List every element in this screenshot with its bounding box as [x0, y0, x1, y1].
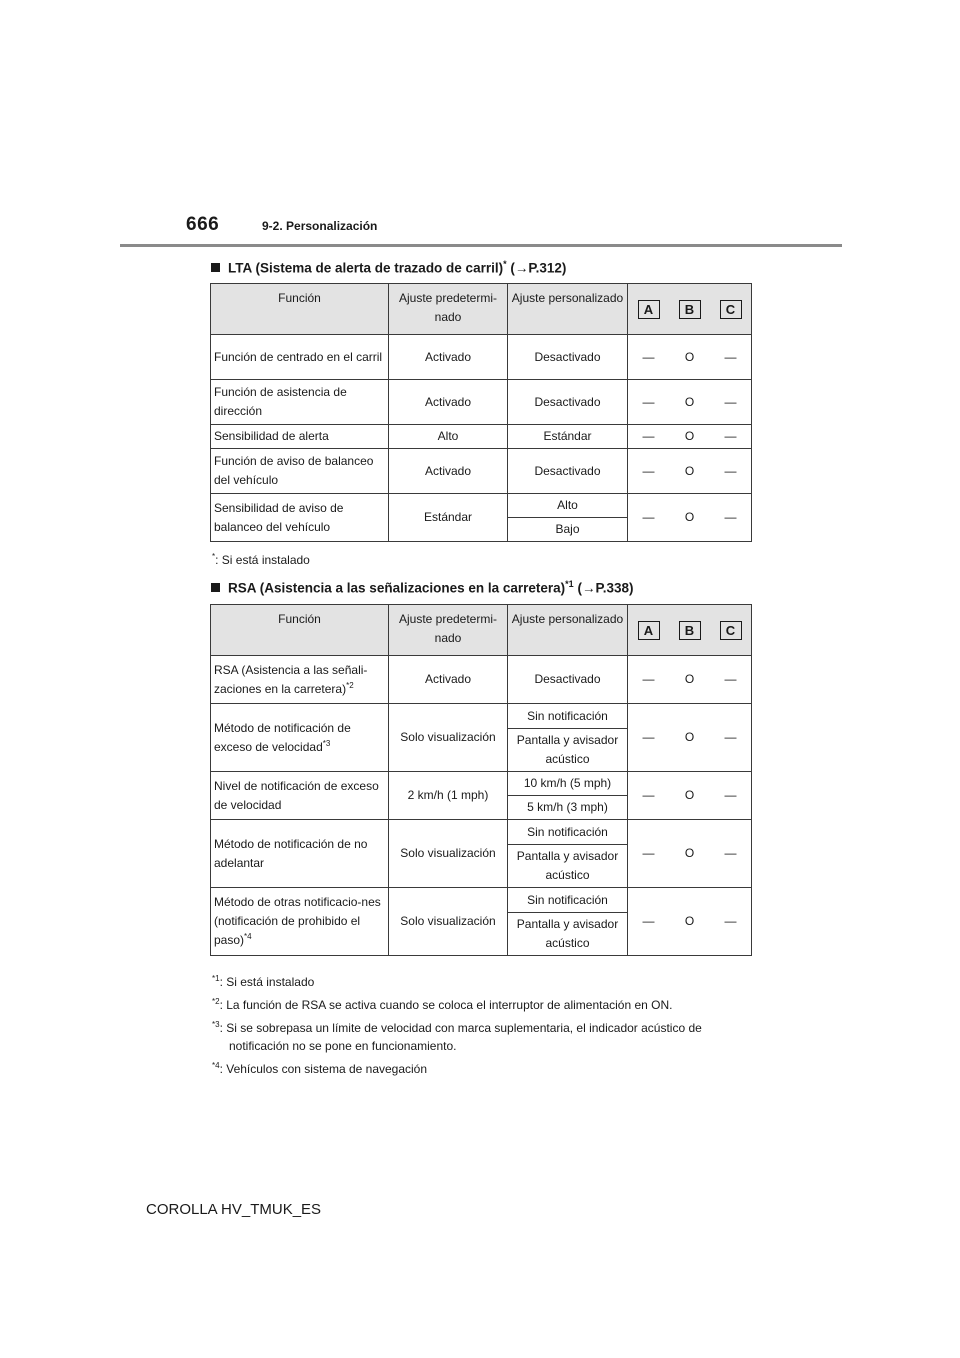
col-header-function: Función — [211, 605, 389, 656]
row-custom-option: Bajo — [508, 518, 628, 542]
table-row — [211, 494, 752, 518]
document-id-footer: COROLLA HV_TMUK_ES — [146, 1201, 322, 1218]
table-header-row — [211, 605, 752, 656]
row-function: Método de otras notificacio-nes (notificación de prohibido el paso)$^{*4}$ — [211, 888, 389, 956]
table-row — [211, 656, 752, 704]
table-row — [211, 820, 752, 845]
row-abc: — O — — [628, 380, 752, 425]
row-custom-option: Sin notificación — [508, 704, 628, 729]
row-default: Activado — [389, 656, 508, 704]
table-row — [211, 888, 752, 913]
rsa-footnote-2: $^{*2}$: La función de RSA se activa cuando se coloca el interruptor de alimentación en ON. — [212, 997, 673, 1012]
row-abc: — O — — [628, 449, 752, 494]
col-header-default: Ajuste predetermi- nado — [389, 284, 508, 335]
letter-b-box: B — [679, 300, 701, 319]
page-number: 666 — [186, 214, 220, 235]
rsa-title-footnote-mark: *1 — [565, 579, 574, 589]
rsa-footnote-1: $^{*1}$: Si está instalado — [212, 974, 315, 989]
rsa-settings-table — [210, 604, 752, 956]
table-row — [211, 335, 752, 380]
header-divider — [120, 244, 842, 247]
row-default: 2 km/h (1 mph) — [389, 772, 508, 820]
row-custom-option: Pantalla y avisador acústico — [508, 729, 628, 772]
rsa-section-heading — [211, 579, 634, 596]
lta-settings-table — [210, 283, 752, 542]
row-custom-option: Alto — [508, 494, 628, 518]
row-custom: Desactivado — [508, 380, 628, 425]
row-custom: Desactivado — [508, 335, 628, 380]
row-custom-option: Sin notificación — [508, 820, 628, 845]
row-default: Alto — [389, 425, 508, 449]
lta-page-ref[interactable]: (→P.312) — [510, 260, 567, 276]
row-custom-option: Sin notificación — [508, 888, 628, 913]
row-custom-option: Pantalla y avisador acústico — [508, 845, 628, 888]
table-row — [211, 380, 752, 425]
row-function: Función de aviso de balanceo del vehículo — [211, 449, 389, 494]
row-abc: — O — — [628, 704, 752, 772]
rsa-footnote-4: $^{*4}$: Vehículos con sistema de navegación — [212, 1061, 428, 1076]
row-abc: — O — — [628, 656, 752, 704]
square-bullet-icon — [211, 583, 220, 592]
lta-title: LTA (Sistema de alerta de trazado de carril) — [228, 260, 504, 276]
row-custom: Estándar — [508, 425, 628, 449]
row-function: RSA (Asistencia a las señali-zaciones en la carretera)$^{*2}$ — [211, 656, 389, 704]
letter-b-box: B — [679, 621, 701, 640]
row-function: Sensibilidad de alerta — [211, 425, 389, 449]
table-row — [211, 449, 752, 494]
row-function: Nivel de notificación de exceso de velocidad — [211, 772, 389, 820]
section-title: 9-2. Personalización — [262, 219, 378, 233]
letter-c-box: C — [720, 300, 742, 319]
lta-title-footnote-mark: * — [503, 259, 507, 269]
table-row — [211, 704, 752, 729]
row-default: Solo visualización — [389, 888, 508, 956]
letter-c-box: C — [720, 621, 742, 640]
row-function: Método de notificación de exceso de velocidad$^{*3}$ — [211, 704, 389, 772]
row-custom: Desactivado — [508, 449, 628, 494]
row-abc: — O — — [628, 772, 752, 820]
lta-footnote: *: Si está instalado — [212, 552, 310, 567]
lta-section-heading — [211, 259, 566, 276]
row-default: Activado — [389, 449, 508, 494]
col-header-default: Ajuste predetermi- nado — [389, 605, 508, 656]
letter-a-box: A — [638, 300, 660, 319]
arrow-right-icon: → — [581, 580, 596, 596]
rsa-title: RSA (Asistencia a las señalizaciones en la carretera) — [228, 580, 566, 596]
rsa-page-ref[interactable]: (→P.338) — [577, 580, 634, 596]
row-abc: — O — — [628, 820, 752, 888]
table-row — [211, 772, 752, 796]
row-default: Solo visualización — [389, 704, 508, 772]
row-custom-option: Pantalla y avisador acústico — [508, 913, 628, 956]
table-header-row — [211, 284, 752, 335]
row-abc: — O — — [628, 425, 752, 449]
row-function: Función de centrado en el carril — [211, 335, 389, 380]
row-default: Activado — [389, 380, 508, 425]
row-custom: Desactivado — [508, 656, 628, 704]
row-custom-option: 5 km/h (3 mph) — [508, 796, 628, 820]
col-header-abc — [628, 284, 752, 335]
arrow-right-icon: → — [514, 260, 529, 276]
col-header-function: Función — [211, 284, 389, 335]
col-header-custom: Ajuste personalizado — [508, 605, 628, 656]
row-function: Método de notificación de no adelantar — [211, 820, 389, 888]
row-abc: — O — — [628, 888, 752, 956]
row-default: Solo visualización — [389, 820, 508, 888]
table-row — [211, 425, 752, 449]
row-function: Función de asistencia de dirección — [211, 380, 389, 425]
row-default: Activado — [389, 335, 508, 380]
letter-a-box: A — [638, 621, 660, 640]
row-custom-option: 10 km/h (5 mph) — [508, 772, 628, 796]
col-header-custom: Ajuste personalizado — [508, 284, 628, 335]
row-abc: — O — — [628, 335, 752, 380]
row-function: Sensibilidad de aviso de balanceo del vehículo — [211, 494, 389, 542]
rsa-footnote-3: $^{*3}$: Si se sobrepasa un límite de velocidad con marca suplementaria, el indicador acústico de notificación no se pone en funcionamiento. — [212, 1020, 702, 1053]
row-abc: — O — — [628, 494, 752, 542]
row-default: Estándar — [389, 494, 508, 542]
square-bullet-icon — [211, 263, 220, 272]
col-header-abc — [628, 605, 752, 656]
